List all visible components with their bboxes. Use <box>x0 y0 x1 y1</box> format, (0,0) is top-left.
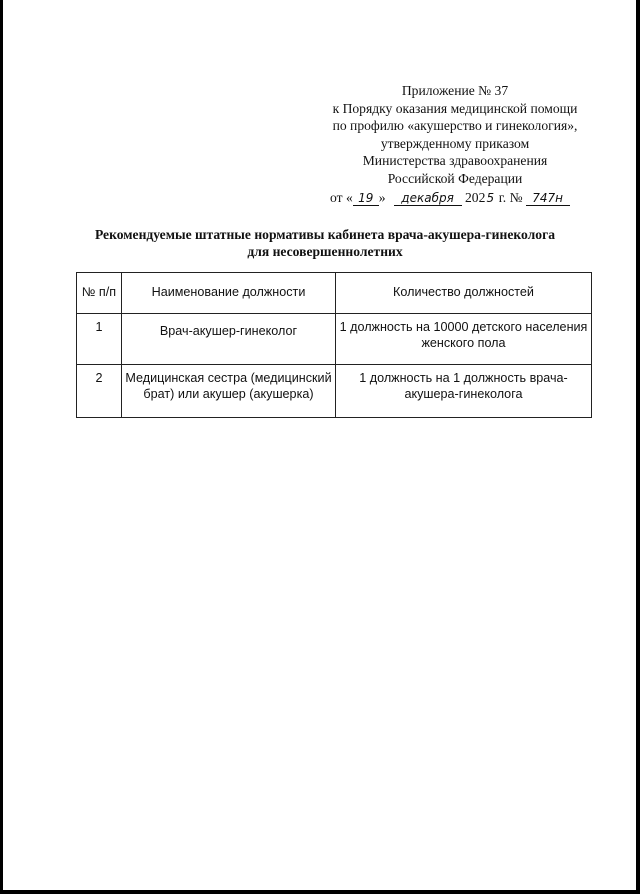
staffing-table <box>76 272 592 418</box>
table-row <box>77 365 592 418</box>
header-number: № п/п <box>77 273 122 314</box>
scan-border-left <box>0 0 3 894</box>
appendix-line-2: к Порядку оказания медицинской помощи <box>332 100 578 116</box>
scan-border-right <box>636 0 640 894</box>
document-title <box>60 226 590 260</box>
appendix-line-6: Российской Федерации <box>387 170 523 186</box>
row-number: 2 <box>77 365 122 418</box>
handwritten-month: декабря <box>394 191 462 206</box>
handwritten-day: 19 <box>353 191 379 206</box>
position-name: Медицинская сестра (медицинский брат) или акушер (акушерка) <box>122 365 336 418</box>
order-date-line <box>300 189 610 207</box>
appendix-number: Приложение № 37 <box>401 83 509 98</box>
appendix-line-4: утвержденному приказом <box>380 135 530 151</box>
title-line-1: Рекомендуемые штатные нормативы кабинета врача-акушера-гинеколога <box>94 227 556 242</box>
table-row <box>77 314 592 365</box>
date-day-suffix: » <box>378 189 386 205</box>
title-line-2: для несовершеннолетних <box>247 244 403 259</box>
appendix-line-3: по профилю «акушерство и гинекология», <box>332 118 578 134</box>
row-number: 1 <box>77 314 122 365</box>
order-number-label: г. № <box>498 189 523 205</box>
appendix-header <box>300 82 610 206</box>
date-prefix: от « <box>330 189 353 205</box>
handwritten-year-digit: 5 <box>486 190 495 205</box>
scan-border-bottom <box>0 890 640 894</box>
position-quantity: 1 должность на 1 должность врача-акушера-гинеколога <box>336 365 592 418</box>
position-name: Врач-акушер-гинеколог <box>122 314 336 365</box>
year-prefix: 202 <box>464 189 486 205</box>
handwritten-order-number: 747н <box>526 191 570 206</box>
header-quantity: Количество должностей <box>336 273 592 314</box>
position-quantity: 1 должность на 10000 детского населения женского пола <box>336 314 592 365</box>
header-position: Наименование должности <box>122 273 336 314</box>
table-header-row <box>77 273 592 314</box>
appendix-line-5: Министерства здравоохранения <box>362 153 548 169</box>
